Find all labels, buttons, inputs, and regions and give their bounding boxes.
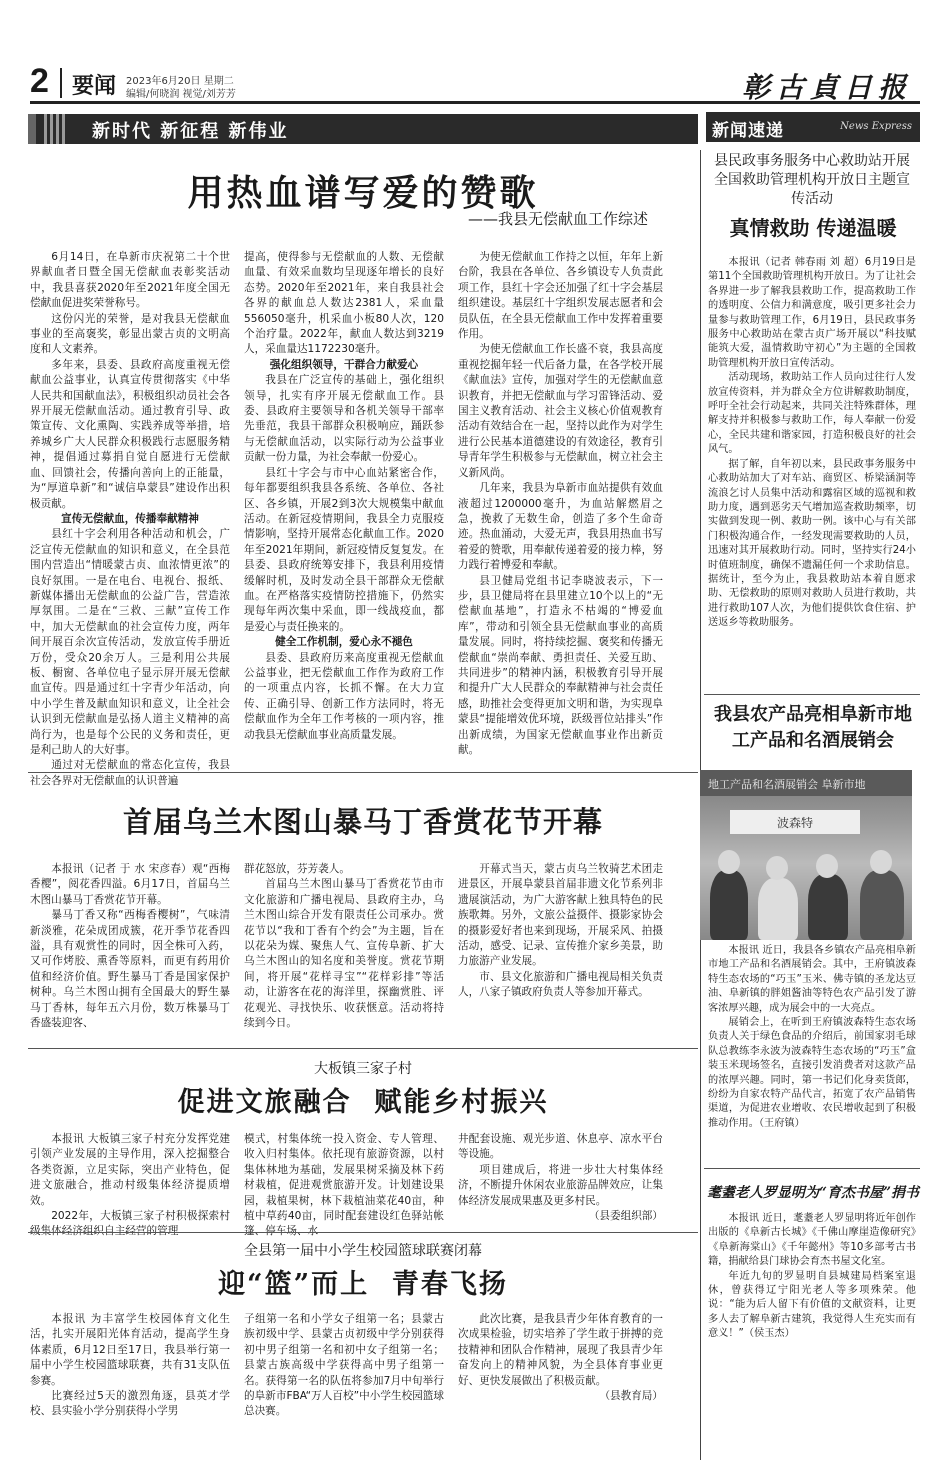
paragraph: 本报讯 近日，耄耋老人罗显明将近年创作出版的《阜新古长城》《千佛山摩崖造像研究》《阜新海棠山》《千年懿州》等10多部考古书籍，捐献给县门球协会育杰书屋文化室。 <box>708 1213 916 1268</box>
section-name: 要闻 <box>72 74 117 99</box>
paragraph: 县卫健局党组书记李晓波表示，下一步，县卫健局将在县里建立10个以上的“无偿献血基地”，打造永不枯竭的“博爱血库”，带动和引领全县无偿献血事业的高质量发展。同时，将持续挖掘、褒奖和传播无偿献血“崇尚奉献、勇担责任、关爱互助、共同进步”的精神内涵，积极教育引导开展和提升广大人民群众的奉献精神与社会责任感，助推社会变得更加文明和谐，为实现阜蒙县“提能增效优环境，跃级晋位站排头”作出新成绩，为国家无偿献血事业作出新贡献。 <box>458 574 663 756</box>
divider <box>704 694 920 695</box>
paragraph: 活动现场，救助站工作人员向过往行人发放宣传资料，并为群众全方位讲解救助制度，呼吁全社会行动起来，共同关注特殊群体，理解支持并积极参与救助工作，每人奉献一份爱心，全民共建和谐家园，打造积极良好的社会风气。 <box>708 372 916 456</box>
person-head <box>718 850 740 874</box>
paragraph: 为使无偿献血工作长盛不衰，我县高度重视挖掘年轻一代后备力量，在各学校开展《献血法》宣传，加强对学生的无偿献血意识教育，并把无偿献血与学习雷锋活动、爱国主义教育活动、社会主义核心价值观教育活动有效结合在一起，坚持以此作为对学生进行公民基本道德建设的有效途径，教育引导青年学生积极参与无偿献血，树立社会主义新风尚。 <box>458 343 663 479</box>
news-express-label: 新闻速递 <box>712 121 784 141</box>
paragraph: 暴马丁香又称“西梅香樱树”，气味清新淡雅，花朵成团成簇，花开季节花香四溢，具有观赏性的同时，因全株可入药，又可作烤胶、熏香等原料，而更有药用价值和经济价值。野生暴马丁香是国家保护树种。乌兰木图山拥有全国最大的野生暴马丁香林，每年五六月份，数万株暴马丁香盛装迎客、 <box>30 909 230 1030</box>
photo-banner: 地工产品和名酒展销会 阜新市地 <box>700 770 912 796</box>
subhead: 强化组织领导，干群合力献爱心 <box>269 358 419 371</box>
article4-col2 <box>244 1312 444 1462</box>
person-figure <box>758 878 798 940</box>
person-head <box>816 854 838 878</box>
article3-kicker: 大板镇三家子村 <box>314 1061 412 1077</box>
article3-col3 <box>458 1132 663 1224</box>
paragraph: 本报讯 近日，我县各乡镇农产品亮相阜新市地工产品和名酒展销会。其中，王府镇波森特生态农场的“巧玉”玉米、佛寺镇的圣龙达豆油、阜新镇的胖姐酱油等特色农产品引发了游客浓厚兴趣，成为展会中的一大亮点。 <box>708 945 916 1014</box>
article4-col3 <box>458 1312 663 1462</box>
paragraph: 这份闪光的荣誉，是对我县无偿献血事业的至高褒奖，彰显出蒙古贞的文明高度和人文素养。 <box>30 312 230 356</box>
article1-title: 用热血谱写爱的赞歌 <box>187 172 539 214</box>
article3-title: 促进文旅融合 赋能乡村振兴 <box>177 1087 549 1118</box>
divider <box>28 772 698 773</box>
paragraph: 本报讯 大板镇三家子村充分发挥党建引领产业发展的主导作用，深入挖掘整合各类资源，立足实际，突出产业特色，促进文旅融合，推动村级集体经济提质增效。 <box>30 1133 230 1207</box>
subhead: 宣传无偿献血，传播奉献精神 <box>61 512 199 525</box>
paragraph: 通过对无偿献血的常态化宣传，我县社会各界对无偿献血的认识普遍 <box>30 759 230 787</box>
person-head <box>766 856 788 880</box>
sidebar-story2-title: 我县农产品亮相阜新市地工产品和名酒展销会 <box>714 704 912 751</box>
paragraph: 此次比赛，是我县青少年体育教育的一次成果检验，切实培养了学生敢于拼搏的竞技精神和团队合作精神，展现了我县青少年奋发向上的精神风貌，为全县体育事业更好、更快发展做出了积极贡献。 <box>458 1313 663 1387</box>
subhead: 健全工作机制，爱心永不褪色 <box>275 636 413 649</box>
page-number: 2 <box>30 62 49 100</box>
paragraph: 多年来，县委、县政府高度重视无偿献血公益事业，认真宣传贯彻落实《中华人民共和国献血法》，积极组织动员社会各界开展无偿献血活动。通过教育引导、政策宣传、文化熏陶、实践养成等举措，培养城乡广大人民群众积极践行志愿服务精神，提倡通过募捐自觉自愿进行无偿献血、回馈社会，传播向善向上的正能量，为“厚道阜新”和“诚信阜蒙县”建设作出积极贡献。 <box>30 358 230 510</box>
sidebar-story2-body <box>708 944 916 1166</box>
paragraph: 提高，使得参与无偿献血的人数、无偿献血量、有效采血数均呈现逐年增长的良好态势。2020年至2021年，来自我县社会各界的献血总人数达2381人，采血量556050毫升，机采血小板80人次，120个治疗量。2022年，献血人数达到3219人，采血量达1172230毫升。 <box>244 251 444 356</box>
article2-title: 首届乌兰木图山暴马丁香赏花节开幕 <box>122 805 603 839</box>
paragraph: 子组第一名和小学女子组第一名；县蒙古族初级中学、县蒙古贞初级中学分别获得初中男子组第一名和初中女子组第一名；县蒙古族高级中学获得高中男子组第一名。获得第一名的队伍将参加7月中旬举行的阜新市FBA“万人百校”中小学生校园篮球总决赛。 <box>244 1313 444 1418</box>
paragraph: 模式，村集体统一投入资金、专人管理、收入归村集体。依托现有旅游资源，以村集体林地为基础，发展果树采摘及林下药材栽植，促进观赏旅游开发。计划建设果园，栽植果树，林下栽植油菜花40亩，种植中草药40亩，同时配套建设红色驿站帐 <box>244 1133 444 1223</box>
photo-sign: 波森特 <box>730 810 860 834</box>
paragraph: 项目建成后，将进一步壮大村集体经济，不断提升休闲农业旅游品牌效应，让集体经济发展成果惠及更多村民。 <box>458 1163 663 1207</box>
article3-col1 <box>30 1132 230 1224</box>
sidebar-story1-title: 真情救助 传递温暖 <box>729 216 897 240</box>
article3-col2 <box>244 1132 444 1224</box>
article1-col1 <box>30 250 230 787</box>
paragraph: 本报讯（记者 于 水 宋彦春）观“西梅香樱”，阅花香四溢。6月17日，首届乌兰木图山暴马丁香赏花节开幕。 <box>30 863 230 906</box>
theme-banner <box>28 114 698 144</box>
masthead-separator <box>60 68 62 98</box>
article1-col2 <box>244 250 444 762</box>
paragraph: 2022年，大板镇三家子村积极探索村 <box>51 1210 230 1223</box>
paragraph: 为使无偿献血工作持之以恒，年年上新台阶，我县在各单位、各乡镇设专人负责此项工作，县红十字会还加强了红十字会基层组织建设。基层红十字组织发展志愿者和会员队伍，在全县无偿献血工作中发挥着重要作用。 <box>458 251 663 341</box>
divider <box>28 1232 698 1233</box>
person-figure <box>860 870 904 940</box>
paragraph: 群花怒放，芬芳袭人。 <box>244 863 350 875</box>
banner-text: 新时代 新征程 新伟业 <box>92 121 289 142</box>
byline: （县委组织部） <box>588 1210 663 1223</box>
article2-col2 <box>244 862 444 1040</box>
paragraph: 6月14日，在阜新市庆祝第二十个世界献血者日暨全国无偿献血表彰奖活动中，我县喜获2020年至2021年度全国无偿献血促进奖荣誉称号。 <box>30 251 230 310</box>
paragraph: 据了解，自年初以来，县民政事务服务中心救助站加大了对车站、商贸区、桥梁涵洞等流浪乞讨人员集中活动和露宿区域的巡视和救助力度，遇到恶劣天气增加巡查救助频率，切实做到发现一例、救助一例。该中心与有关部门积极沟通合作，一经发现需要救助的人员，迅速对其开展救助行动。同时，坚持实行24小时值班制度，确保不遗漏任何一个求助信息。据统计，至今为止，我县救助站本着自愿求助、无偿救助的原则对救助人员进行救助，共进行救助107人次，为他们提供饮食住宿、护送返乡等救助服务。 <box>708 458 916 629</box>
paragraph: 县红十字会与市中心血站紧密合作，每年都要组织我县各系统、各单位、各社区、各乡镇，开展2到3次大规模集中献血活动。在新冠疫情期间，我县全力克服疫情影响，坚持开展常态化献血工作。2020年至2021年期间，新冠疫情反复复发。在县委、县政府统筹安排下，我县利用疫情缓解时机，及时发动全县干部群众无偿献血。在严格落实疫情防控措施下，仍然实现每年两次集中采血，即一线战疫血，都是爱心与责任换来的。 <box>244 466 444 633</box>
masthead <box>30 62 920 104</box>
divider <box>28 1048 698 1049</box>
paragraph: 县委、县政府历来高度重视无偿献血公益事业，把无偿献血工作作为政府工作的一项重点内容，长抓不懈。在大力宣传、正确引导、创新工作方法同时，将无偿献血作为全年工作考核的一项内容，推动我县无偿献血事业高质量发展。 <box>244 651 444 741</box>
paragraph: 本报讯（记者 韩春雨 刘 超）6月19日是第11个全国救助管理机构开放日。为了让社会各界进一步了解我县救助工作，提高救助工作的透明度、公信力和满意度，吸引更多社会力量参与救助管理工作，6月19日，县民政事务服务中心救助站在蒙古贞广场开展以“科技赋能筑大爱，温情救助守初心”为主题的全国救助管理机构开放日宣传活动。 <box>708 257 916 369</box>
person-head <box>870 850 892 874</box>
divider <box>704 1168 920 1169</box>
sidebar-story1-body <box>708 256 916 690</box>
paragraph: 县红十字会利用各种活动和机会，广泛宣传无偿献血的知识和意义，在全县范围内营造出“情暖蒙古贞、血浓情更浓”的良好氛围。一是在电台、电视台、报纸、新媒体播出无偿献血的公益广告，营造浓厚氛围。二是在“三救、三献”宣传工作中，加大无偿献血的社会宣传力度，两年间开展百余次宣传活动，发放宣传手册近万份，受众20余万人。三是利用公共展板、橱窗、各单位电子显示屏开展无偿献血宣传。四是通过红十字青少年活动，向中小学生普及献血知识和意义，让全社会认识到无偿献血是弘扬人道主义精神的高尚行为，也是每个公民的义务和责任，更是利己助人的大好事。 <box>30 528 230 756</box>
paragraph: 市、县文化旅游和广播电视局相关负责人，八家子镇政府负责人等参加开幕式。 <box>458 970 663 999</box>
paragraph: 本报讯 为丰富学生校园体育文化生活，扎实开展阳光体育活动，提高学生身体素质，6月12日至17日，我县举行第一届中小学生校园篮球联赛，共有31支队伍参赛。 <box>30 1313 230 1387</box>
paragraph: 井配套设施、观光步道、休息亭、凉水平台等设施。 <box>458 1133 663 1161</box>
issue-date: 2023年6月20日 星期二 <box>126 76 234 87</box>
person-figure <box>808 874 848 940</box>
paragraph: 年近九旬的罗显明自县城建局档案室退休，曾获得辽宁阳光老人等多项殊荣。他说：“能为后人留下有价值的文献资料，让更多人去了解阜新古建筑，我觉得人生充实而有意义！”（侯玉杰） <box>708 1270 916 1340</box>
article1-col3 <box>458 250 663 762</box>
paragraph: 几年来，我县为阜新市血站提供有效血液超过1200000毫升，为血站解燃眉之急，挽救了无数生命，创造了多个生命奇迹。热血涌动，大爱无声，我县用热血书写着爱的赞歌，用奉献传递着爱的接力棒，努力践行着博爱和奉献。 <box>458 482 663 572</box>
expo-photo <box>700 770 912 940</box>
paragraph: 首届乌兰木图山暴马丁香赏花节由市文化旅游和广播电视局、县政府主办，乌兰木图山综合开发有限责任公司承办。赏花节以“我和丁香有个约会”为主题，旨在以花朵为媒、聚焦人气、宣传阜新、扩大乌兰木图山的知名度和美誉度。赏花节期间，将开展“花样寻宝”“花样彩排”等活动，让游客在花的海洋里，探幽赏胜、评花观光、寻找快乐、收获惬意。活动将持续到今日。 <box>244 878 444 1030</box>
article4-kicker: 全县第一届中小学生校园篮球联赛闭幕 <box>244 1243 482 1259</box>
article4-title: 迎“篮”而上 青春飞扬 <box>218 1269 508 1300</box>
news-express-english: News Express <box>840 121 912 132</box>
sidebar-story1-kicker: 县民政事务服务中心救助站开展全国救助管理机构开放日主题宣传活动 <box>714 153 910 207</box>
person-figure <box>710 870 748 940</box>
article1-subtitle: ——我县无偿献血工作综述 <box>467 210 648 228</box>
paragraph: 开幕式当天，蒙古贞乌兰牧骑艺术团走进景区，开展阜蒙县首届非遗文化节系列非遗展演活动，为广大游客献上独具特色的民族歌舞。另外，文旅公益摄伴、摄影家协会的摄影爱好者也来到现场，开展采风、拍摄活动，感受、记录、宣传推介家乡美景，助力旅游产业发展。 <box>458 863 663 968</box>
paragraph: 展销会上，在听到王府镇波森特生态农场负责人关于绿色食品的介绍后，前国家羽毛球队总教练李永波为波森特生态农场的“巧玉”盒装玉米现场签名，直接引发消费者对这款产品的浓厚兴趣。同时，第一书记们化身卖货郎，纷纷为自家农特产品代言，拓宽了农产品销售渠道，为促进农业增收、农民增收起到了积极推动作用。（王府镇） <box>708 1017 916 1129</box>
article2-col3 <box>458 862 663 1040</box>
paragraph: 我县在广泛宣传的基础上，强化组织领导，扎实有序开展无偿献血工作。县委、县政府主要领导和各机关领导干部率先垂范，我县干部群众积极响应，踊跃参与无偿献血活动，以实际行动为公益事业贡献一份力量，为社会奉献一份爱心。 <box>244 374 444 464</box>
sidebar-story3-title: 耄耋老人罗显明为“育杰书屋”捐书 <box>706 1185 920 1201</box>
newspaper-name: 彰古貞日报 <box>741 71 912 104</box>
editor-credits: 编辑/何晓润 视觉/刘芳芳 <box>126 89 236 100</box>
sidebar-story3-body <box>708 1212 916 1448</box>
article4-col1 <box>30 1312 230 1462</box>
byline: （县教育局） <box>599 1390 663 1403</box>
news-express-header <box>706 112 920 142</box>
paragraph: 比赛经过5天的激烈角逐，县英才学校、县实验小学分别获得小学男 <box>30 1390 230 1418</box>
article2-col1 <box>30 862 230 1040</box>
banner-stripes <box>44 114 66 144</box>
